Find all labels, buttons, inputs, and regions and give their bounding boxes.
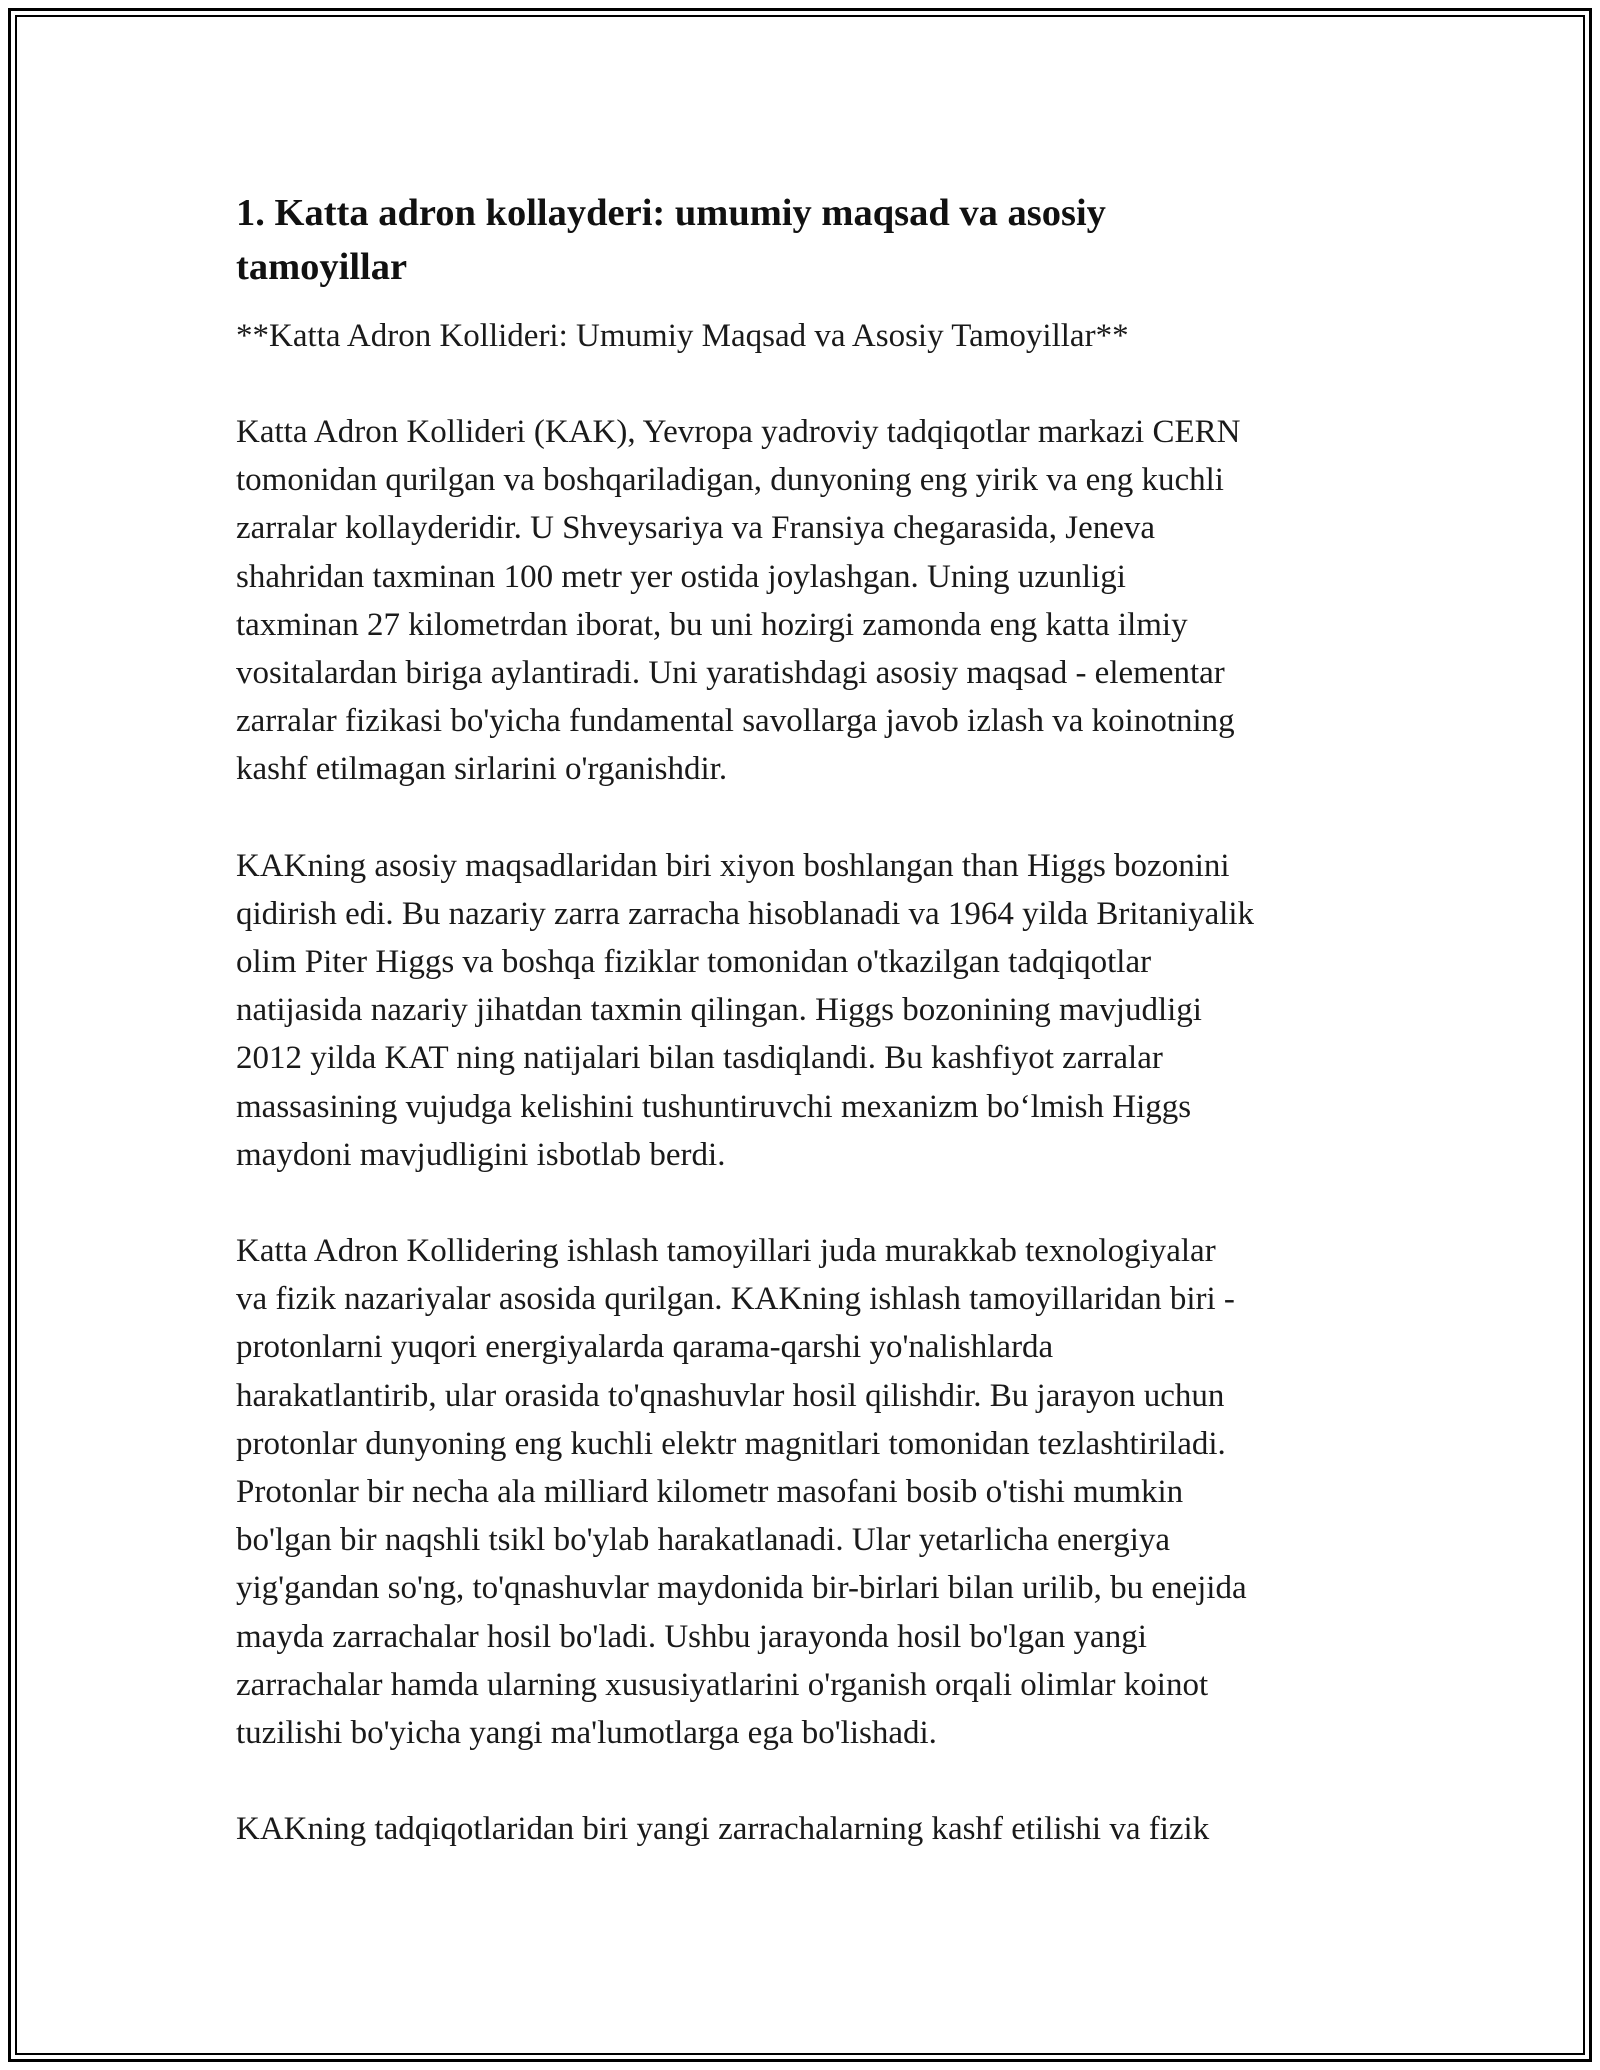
text-line: harakatlantirib, ular orasida to'qnashuvlar hosil qilishdir. Bu jarayon uchun [236,1377,1225,1414]
paragraph-3 [236,1227,1396,1757]
paragraph-1 [236,408,1396,794]
text-line: zarralar kollayderidir. U Shveysariya va Fransiya chegarasida, Jeneva [236,510,1156,547]
text-line: olim Piter Higgs va boshqa fiziklar tomonidan o'tkazilgan tadqiqotlar [236,944,1152,981]
text-line: kashf etilmagan sirlarini o'rganishdir. [236,751,728,788]
text-line: KAKning asosiy maqsadlaridan biri xiyon boshlangan than Higgs bozonini [236,847,1230,884]
text-line: taxminan 27 kilometrdan iborat, bu uni hozirgi zamonda eng katta ilmiy [236,606,1188,643]
text-line: tomonidan qurilgan va boshqariladigan, dunyoning eng yirik va eng kuchli [236,462,1224,499]
text-line: mayda zarrachalar hosil bo'ladi. Ushbu jarayonda hosil bo'lgan yangi [236,1618,1147,1655]
text-line: vositalardan biriga aylantiradi. Uni yaratishdagi asosiy maqsad - elementar [236,655,1225,692]
text-line: tuzilishi bo'yicha yangi ma'lumotlarga ega bo'lishadi. [236,1715,937,1752]
text-line: va fizik nazariyalar asosida qurilgan. KAKning ishlash tamoyillaridan biri - [236,1281,1235,1318]
text-line: qidirish edi. Bu nazariy zarra zarracha hisoblanadi va 1964 yilda Britaniyalik [236,895,1255,932]
text-line: KAKning tadqiqotlaridan biri yangi zarrachalarning kashf etilishi va fizik [236,1811,1210,1848]
text-line: Katta Adron Kollidering ishlash tamoyillari juda murakkab texnologiyalar [236,1233,1216,1270]
text-line: zarralar fizikasi bo'yicha fundamental savollarga javob izlash va koinotning [236,703,1235,740]
text-line: bo'lgan bir naqshli tsikl bo'ylab harakatlanadi. Ular yetarlicha energiya [236,1522,1171,1559]
document-subtitle: **Katta Adron Kollideri: Umumiy Maqsad va Asosiy Tamoyillar** [236,318,1129,354]
heading-line: 1. Katta adron kollayderi: umumiy maqsad va asosiy [236,192,1106,234]
heading-line: tamoyillar [236,246,408,288]
text-line: protonlarni yuqori energiyalarda qarama-qarshi yo'nalishlarda [236,1329,1054,1366]
text-line: massasining vujudga kelishini tushuntiruvchi mexanizm bo‘lmish Higgs [236,1088,1192,1125]
text-line: maydoni mavjudligini isbotlab berdi. [236,1136,726,1173]
text-line: protonlar dunyoning eng kuchli elektr magnitlari tomonidan tezlashtiriladi. [236,1425,1226,1462]
paragraph-2 [236,842,1396,1179]
document-body [236,186,1396,1853]
text-line: shahridan taxminan 100 metr yer ostida joylashgan. Uning uzunligi [236,558,1126,595]
section-heading [236,186,1396,294]
text-line: yig'gandan so'ng, to'qnashuvlar maydonida bir-birlari bilan urilib, bu enejida [236,1570,1247,1607]
text-line: Protonlar bir necha ala milliard kilometr masofani bosib o'tishi mumkin [236,1474,1184,1511]
text-line: 2012 yilda KAT ning natijalari bilan tasdiqlandi. Bu kashfiyot zarralar [236,1040,1163,1077]
paragraph-4 [236,1805,1396,1853]
text-line: Katta Adron Kollideri (KAK), Yevropa yadroviy tadqiqotlar markazi CERN [236,414,1241,450]
text-line: natijasida nazariy jihatdan taxmin qilingan. Higgs bozonining mavjudligi [236,992,1202,1029]
text-line: zarrachalar hamda ularning xususiyatlarini o'rganish orqali olimlar koinot [236,1666,1209,1703]
